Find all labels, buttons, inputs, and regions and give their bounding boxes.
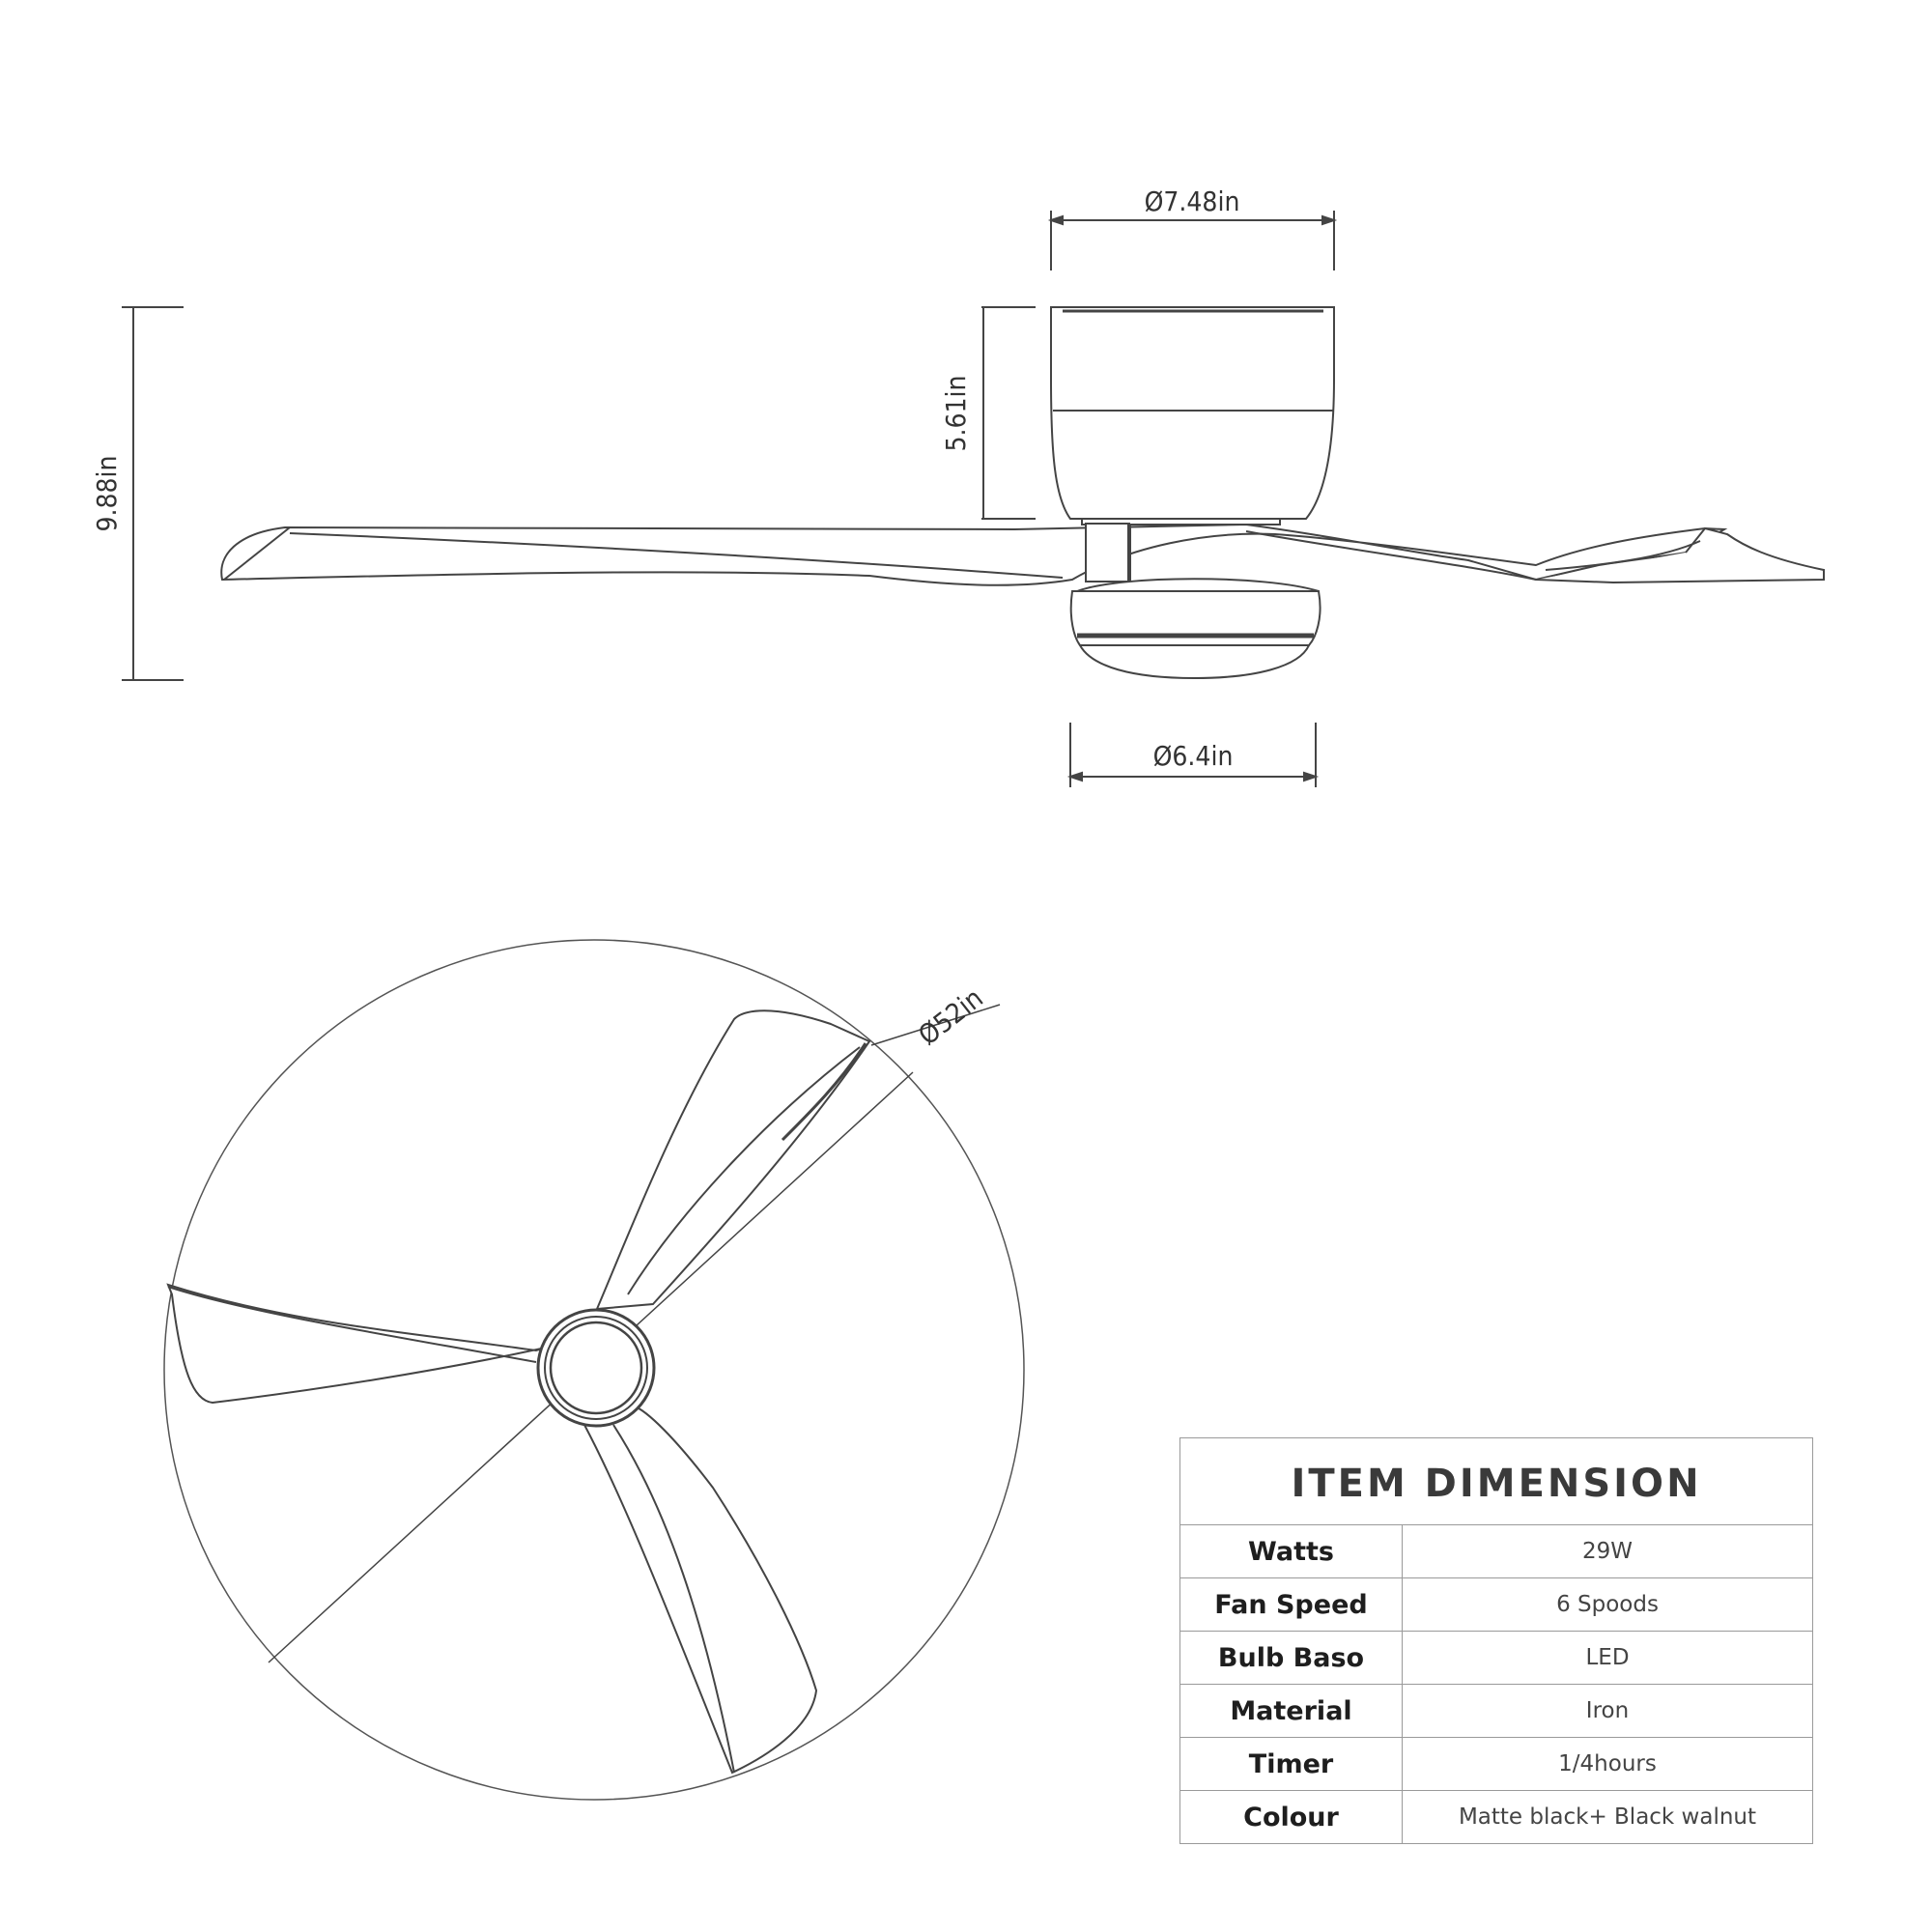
- light-housing: [1071, 579, 1321, 678]
- table-header-row: [1180, 1438, 1813, 1525]
- row-label: Timer: [1180, 1738, 1403, 1791]
- row-label: Watts: [1180, 1525, 1403, 1578]
- overall-height-dimension: [122, 307, 184, 680]
- row-value: Iron: [1403, 1685, 1813, 1738]
- canopy: [1051, 307, 1334, 525]
- row-label: Bulb Baso: [1180, 1632, 1403, 1685]
- canopy-height-label: 5.61in: [940, 375, 972, 452]
- row-label: Material: [1180, 1685, 1403, 1738]
- side-view: [91, 185, 1824, 787]
- blade-profile: [221, 525, 1824, 585]
- item-dimension-table: [1179, 1437, 1813, 1844]
- light-diameter-label: Ø6.4in: [1152, 740, 1234, 772]
- row-label: Colour: [1180, 1791, 1403, 1844]
- fan-blade-upper: [597, 1010, 869, 1309]
- blade-span-label: Ø52in: [912, 981, 989, 1052]
- top-view: [164, 940, 1024, 1800]
- table-row: [1180, 1525, 1813, 1578]
- fan-blade-lower: [584, 1406, 816, 1773]
- table-row: [1180, 1738, 1813, 1791]
- overall-height-label: 9.88in: [91, 455, 123, 532]
- row-value: Matte black+ Black walnut: [1403, 1791, 1813, 1844]
- table-row: [1180, 1632, 1813, 1685]
- table-row: [1180, 1578, 1813, 1632]
- fan-hub: [538, 1310, 654, 1426]
- row-value: 1/4hours: [1403, 1738, 1813, 1791]
- table-title: ITEM DIMENSION: [1180, 1438, 1813, 1525]
- row-value: LED: [1403, 1632, 1813, 1685]
- canopy-height-dimension: [981, 307, 1036, 519]
- table-row: [1180, 1791, 1813, 1844]
- canopy-diameter-label: Ø7.48in: [1144, 185, 1240, 217]
- motor-hub: [1086, 524, 1129, 582]
- row-value: 29W: [1403, 1525, 1813, 1578]
- canopy-diameter-dimension: [1051, 211, 1334, 270]
- row-value: 6 Spoods: [1403, 1578, 1813, 1632]
- row-label: Fan Speed: [1180, 1578, 1403, 1632]
- table-row: [1180, 1685, 1813, 1738]
